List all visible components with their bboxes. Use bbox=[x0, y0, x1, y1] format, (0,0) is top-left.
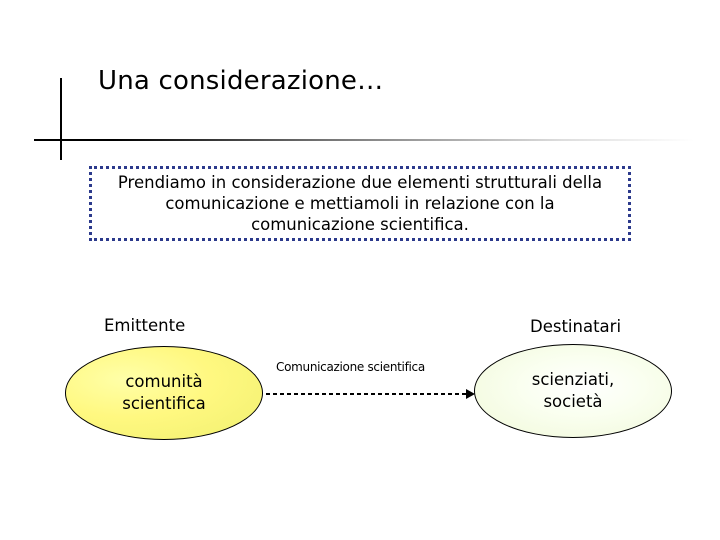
slide-title: Una considerazione… bbox=[98, 66, 384, 96]
receiver-oval bbox=[474, 344, 672, 438]
intro-text: Prendiamo in considerazione due elementi strutturali della comunicazione e mettiamoli in relazione con la comunicazione scientifica. bbox=[117, 173, 603, 234]
sender-label: Emittente bbox=[104, 316, 186, 335]
sender-oval bbox=[65, 346, 263, 440]
decorative-horizontal-line bbox=[34, 139, 694, 141]
arrow-label: Comunicazione scientifica bbox=[276, 360, 425, 374]
intro-box bbox=[89, 166, 631, 241]
receiver-node-text: scienziati, società bbox=[531, 370, 615, 411]
sender-node-text: comunità scientifica bbox=[122, 372, 206, 413]
receiver-label: Destinatari bbox=[530, 317, 622, 336]
decorative-vertical-line bbox=[60, 78, 62, 160]
dashed-arrow bbox=[264, 386, 476, 402]
